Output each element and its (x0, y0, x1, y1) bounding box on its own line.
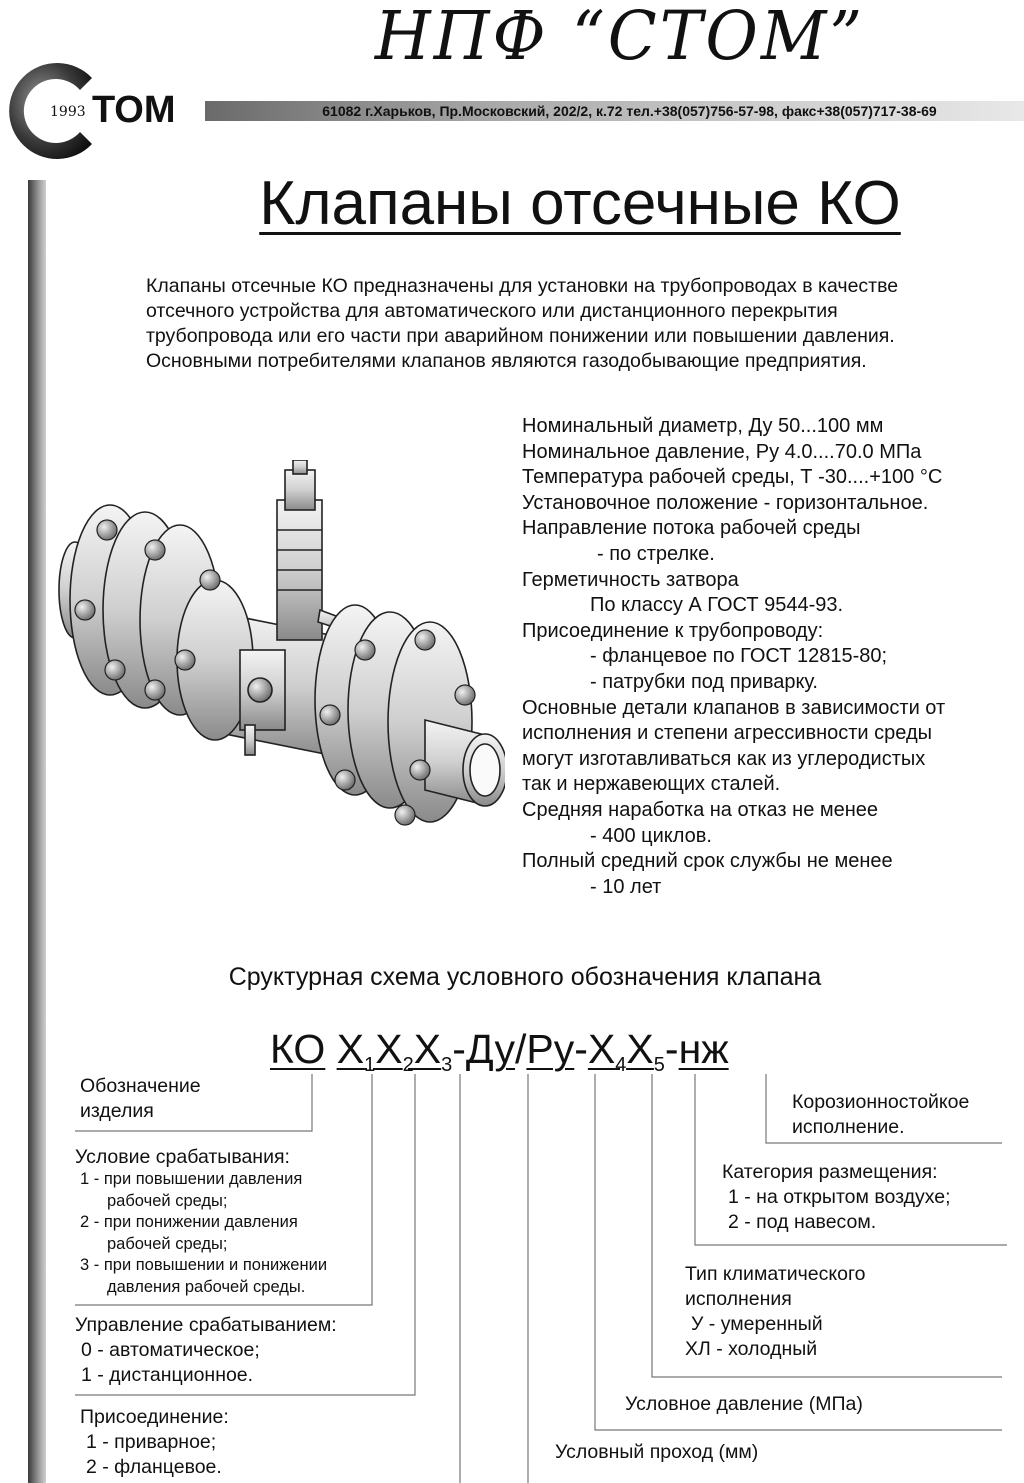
decorative-left-bar (28, 180, 46, 1483)
label-corrosion-resistant: Корозионностойкое исполнение. (792, 1091, 970, 1138)
code-x2: $Х_2$ (375, 1026, 414, 1076)
code-du: Ду (465, 1026, 516, 1072)
code-x1: $Х_1$ (336, 1026, 376, 1076)
code-ru: Ру (526, 1026, 575, 1072)
code-nzh: нж (678, 1026, 729, 1072)
code-x5: $Х_5$ (626, 1026, 665, 1076)
code-ko: КО (270, 1026, 326, 1072)
label-trigger-condition: Условие срабатывания: (75, 1146, 290, 1168)
code-x4: $Х_4$ (587, 1026, 627, 1076)
spec-nominal-pressure: Номинальное давление, Ру 4.0....70.0 МПа (522, 440, 922, 463)
spec-flow-direction: Направление потока рабочей среды (522, 517, 861, 540)
valve-illustration (55, 460, 505, 840)
spec-service-life-value: - 10 лет (590, 875, 662, 898)
intro-paragraph (146, 274, 1008, 374)
label-nominal-pressure: Условное давление (МПа) (625, 1393, 863, 1415)
spec-connection-flange: - фланцевое по ГОСТ 12815-80; (590, 645, 888, 668)
spec-service-life: Полный средний срок службы не менее (522, 850, 893, 873)
company-name: НПФ “СТОМ” (374, 0, 866, 76)
intro-line: Основными потребителями клапанов являются газодобывающие предприятия. (146, 350, 867, 372)
page-title-text: Клапаны отсечные КО (259, 169, 901, 238)
spec-position: Установочное положение - горизонтальное. (522, 491, 929, 514)
spec-materials: могут изготавливаться как из углеродистых (522, 747, 926, 770)
spec-temperature: Температура рабочей среды, Т -30....+100 °С (522, 466, 943, 489)
spec-mtbf: Средняя наработка на отказ не менее (522, 798, 879, 821)
label-connection: Присоединение: 1 - приварное; 2 - фланцевое. (80, 1406, 229, 1478)
page-title (200, 168, 960, 239)
spec-tightness-value: По классу А ГОСТ 9544-93. (590, 594, 844, 617)
spec-materials: Основные детали клапанов в зависимости от (522, 696, 946, 719)
specifications (522, 414, 1022, 900)
label-control: Управление срабатыванием: 0 - автоматическое; 1 - дистанционное. (75, 1314, 337, 1386)
intro-line: трубопровода или его части при аварийном понижении или повышении давления. (146, 325, 895, 347)
company-logo (0, 60, 200, 160)
spec-connection: Присоединение к трубопроводу: (522, 619, 824, 642)
spec-materials: исполнения и степени агрессивности среды (522, 722, 933, 745)
code-x3: $Х_3$ (413, 1026, 453, 1076)
spec-tightness: Герметичность затвора (522, 568, 739, 591)
logo-year: 1993 (50, 104, 86, 120)
company-address: 61082 г.Харьков, Пр.Московский, 202/2, к.72 тел.+38(057)756-57-98, факс+38(057)717-38-69 (322, 103, 937, 119)
designation-code: КО $Х_1Х_2Х_3-Ду/Ру-Х_4Х_5-нж$ (270, 1026, 729, 1076)
label-climate: Тип климатического исполнения У - умеренный ХЛ - холодный (685, 1263, 866, 1360)
intro-line: отсечного устройства для автоматического или дистанционного перекрытия (146, 300, 838, 322)
spec-connection-weld: - патрубки под приварку. (590, 670, 818, 693)
logo-text: ТОМ (92, 89, 176, 131)
address-bar (205, 101, 1024, 121)
label-nominal-bore: Условный проход (мм) (555, 1441, 759, 1463)
spec-flow-direction-value: - по стрелке. (597, 542, 715, 565)
spec-nominal-diameter: Номинальный диаметр, Ду 50...100 мм (522, 415, 884, 437)
spec-mtbf-value: - 400 циклов. (590, 824, 712, 847)
spec-materials: так и нержавеющих сталей. (522, 773, 781, 796)
intro-line: Клапаны отсечные КО предназначены для установки на трубопроводах в качестве (146, 275, 899, 297)
label-placement-category: Категория размещения: 1 - на открытом воздухе; 2 - под навесом. (722, 1161, 951, 1233)
label-product-designation: Обозначение изделия (80, 1075, 201, 1122)
schema-title: Сруктурная схема условного обозначения клапана (228, 963, 822, 991)
trigger-condition-options: 1 - при повышении давления рабочей среды; 2 - при понижении давления рабочей среды; 3 - при повышении и понижении давления рабочей среды. (80, 1170, 328, 1296)
